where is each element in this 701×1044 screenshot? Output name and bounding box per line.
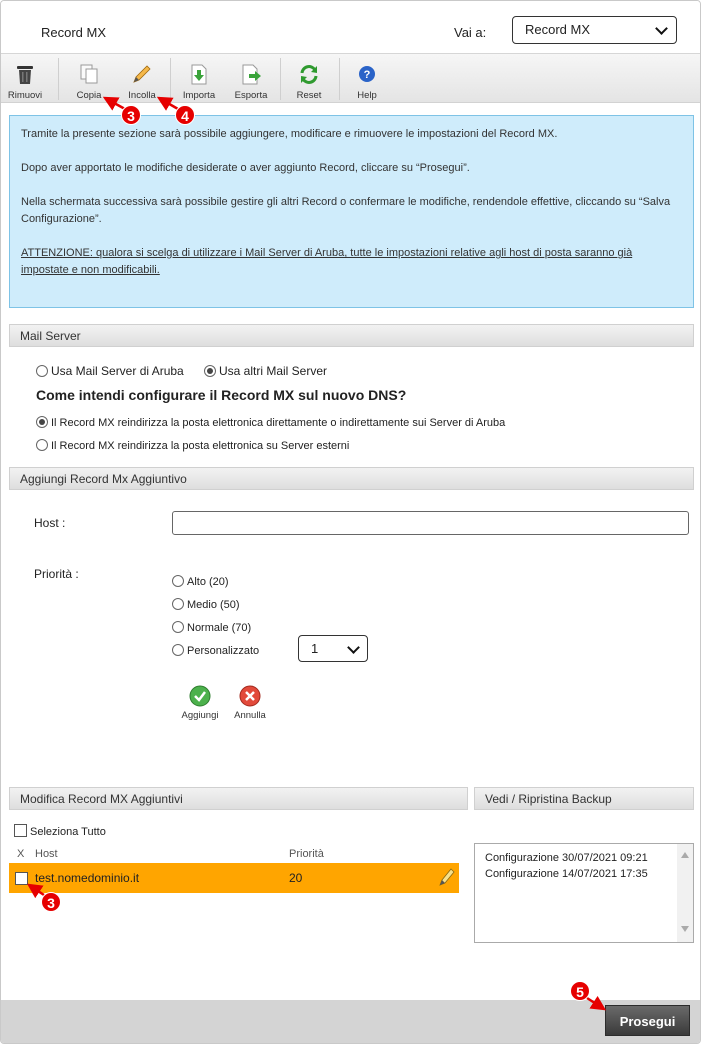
row-checkbox[interactable] <box>15 872 28 885</box>
esporta-label: Esporta <box>234 90 268 101</box>
redirect-aruba-option[interactable] <box>36 416 505 429</box>
dns-question: Come intendi configurare il Record MX sul nuovo DNS? <box>36 387 407 403</box>
priority-normale-option[interactable] <box>172 621 251 634</box>
col-x: X <box>17 848 25 860</box>
esporta-button[interactable] <box>231 54 271 104</box>
radio-redirect-esterni[interactable] <box>36 439 48 451</box>
info-text-2: Dopo aver apportato le modifiche desiderate o aver aggiunto Record, cliccare su “Prosegui”. <box>21 162 470 174</box>
info-box <box>9 115 694 308</box>
scroll-down-icon[interactable] <box>681 926 689 932</box>
help-label: Help <box>357 90 377 101</box>
radio-alto[interactable] <box>172 575 184 587</box>
custom-priority-value: 1 <box>311 641 319 656</box>
refresh-icon <box>298 62 320 86</box>
redirect-esterni-label: Il Record MX reindirizza la posta elettronica su Server esterni <box>51 440 350 452</box>
page-title: Record MX <box>41 25 107 40</box>
toolbar-separator <box>58 58 59 100</box>
redirect-esterni-option[interactable] <box>36 439 349 452</box>
modify-section-header: Modifica Record MX Aggiuntivi <box>9 787 468 810</box>
backup-section-header: Vedi / Ripristina Backup <box>474 787 694 810</box>
aggiungi-label: Aggiungi <box>181 710 219 721</box>
copia-button[interactable] <box>71 54 107 104</box>
annulla-button[interactable] <box>230 685 270 721</box>
toolbar-separator <box>170 58 171 100</box>
info-text-3: Nella schermata successiva sarà possibile gestire gli altri Record o confermare le modifiche, rendendole effettive, cliccando su “Salva Configurazione”. <box>21 196 671 225</box>
reset-button[interactable] <box>291 54 327 104</box>
goto-select-value: Record MX <box>525 22 591 37</box>
goto-label: Vai a: <box>454 25 487 40</box>
scroll-up-icon[interactable] <box>681 852 689 858</box>
pencil-icon <box>131 62 153 86</box>
rimuovi-label: Rimuovi <box>7 90 43 101</box>
info-warning: ATTENZIONE: qualora si scelga di utilizzare i Mail Server di Aruba, tutte le impostazioni relative agli host di posta saranno già impostate e non modificabili. <box>21 247 633 276</box>
col-host: Host <box>35 848 58 860</box>
chevron-down-icon <box>655 22 668 35</box>
prosegui-button[interactable]: Prosegui <box>605 1005 690 1036</box>
custom-priority-select[interactable] <box>298 635 368 662</box>
radio-medio[interactable] <box>172 598 184 610</box>
radio-medio-label: Medio (50) <box>187 599 240 611</box>
help-button[interactable] <box>351 54 383 104</box>
mail-server-section-header: Mail Server <box>9 324 694 347</box>
host-input[interactable] <box>172 511 689 535</box>
copy-icon <box>78 62 100 86</box>
header <box>1 1 700 53</box>
redirect-aruba-label: Il Record MX reindirizza la posta elettronica direttamente o indirettamente sui Server di Aruba <box>51 417 506 429</box>
incolla-button[interactable] <box>122 54 162 104</box>
annulla-label: Annulla <box>234 710 266 721</box>
priority-label: Priorità : <box>34 567 79 581</box>
radio-personalizzato-label: Personalizzato <box>187 645 260 657</box>
mail-server-option-aruba[interactable] <box>36 364 184 378</box>
import-icon <box>188 62 210 86</box>
aggiungi-button[interactable] <box>180 685 220 721</box>
info-text-1: Tramite la presente sezione sarà possibile aggiungere, modificare e rimuovere le impostazioni del Record MX. <box>21 128 558 140</box>
radio-altri[interactable] <box>204 365 216 377</box>
svg-text:?: ? <box>363 69 371 81</box>
radio-aruba[interactable] <box>36 365 48 377</box>
host-label: Host : <box>34 516 66 530</box>
goto-select[interactable] <box>512 16 677 44</box>
priority-personalizzato-option[interactable] <box>172 644 259 657</box>
help-icon <box>356 62 378 86</box>
annotation-badge: 3 <box>121 105 141 125</box>
table-header <box>9 845 459 863</box>
radio-normale-label: Normale (70) <box>187 622 252 634</box>
priority-medio-option[interactable] <box>172 598 240 611</box>
edit-pencil-icon[interactable] <box>437 866 455 888</box>
importa-label: Importa <box>182 90 216 101</box>
radio-redirect-aruba[interactable] <box>36 416 48 428</box>
backup-item[interactable]: Configurazione 14/07/2021 17:35 <box>485 868 648 880</box>
annotation-badge: 4 <box>175 105 195 125</box>
export-icon <box>240 62 262 86</box>
row-priority: 20 <box>289 871 303 885</box>
radio-aruba-label: Usa Mail Server di Aruba <box>51 364 184 378</box>
reset-label: Reset <box>296 90 322 101</box>
incolla-label: Incolla <box>128 90 156 101</box>
copia-label: Copia <box>76 90 102 101</box>
chevron-down-icon <box>347 641 360 654</box>
radio-normale[interactable] <box>172 621 184 633</box>
annotation-badge: 3 <box>41 892 61 912</box>
add-record-section-header: Aggiungi Record Mx Aggiuntivo <box>9 467 694 490</box>
toolbar-separator <box>339 58 340 100</box>
radio-personalizzato[interactable] <box>172 644 184 656</box>
col-priority: Priorità <box>289 848 324 860</box>
table-row[interactable] <box>9 863 459 893</box>
toolbar <box>1 53 700 103</box>
trash-icon <box>14 62 36 86</box>
annotation-badge: 5 <box>570 981 590 1001</box>
check-icon <box>189 685 211 707</box>
select-all[interactable] <box>14 824 106 838</box>
row-host: test.nomedominio.it <box>35 871 140 885</box>
footer-bar <box>1 1000 700 1043</box>
priority-alto-option[interactable] <box>172 575 229 588</box>
select-all-checkbox[interactable] <box>14 824 27 837</box>
select-all-label: Seleziona Tutto <box>30 826 106 838</box>
radio-alto-label: Alto (20) <box>187 576 229 588</box>
mail-server-option-altri[interactable] <box>204 364 327 378</box>
toolbar-separator <box>280 58 281 100</box>
cancel-icon <box>239 685 261 707</box>
radio-altri-label: Usa altri Mail Server <box>219 364 328 378</box>
backup-scrollbar[interactable] <box>677 844 693 942</box>
importa-button[interactable] <box>179 54 219 104</box>
backup-item[interactable]: Configurazione 30/07/2021 09:21 <box>485 852 648 864</box>
backup-list[interactable] <box>474 843 694 943</box>
rimuovi-button[interactable] <box>7 54 43 104</box>
